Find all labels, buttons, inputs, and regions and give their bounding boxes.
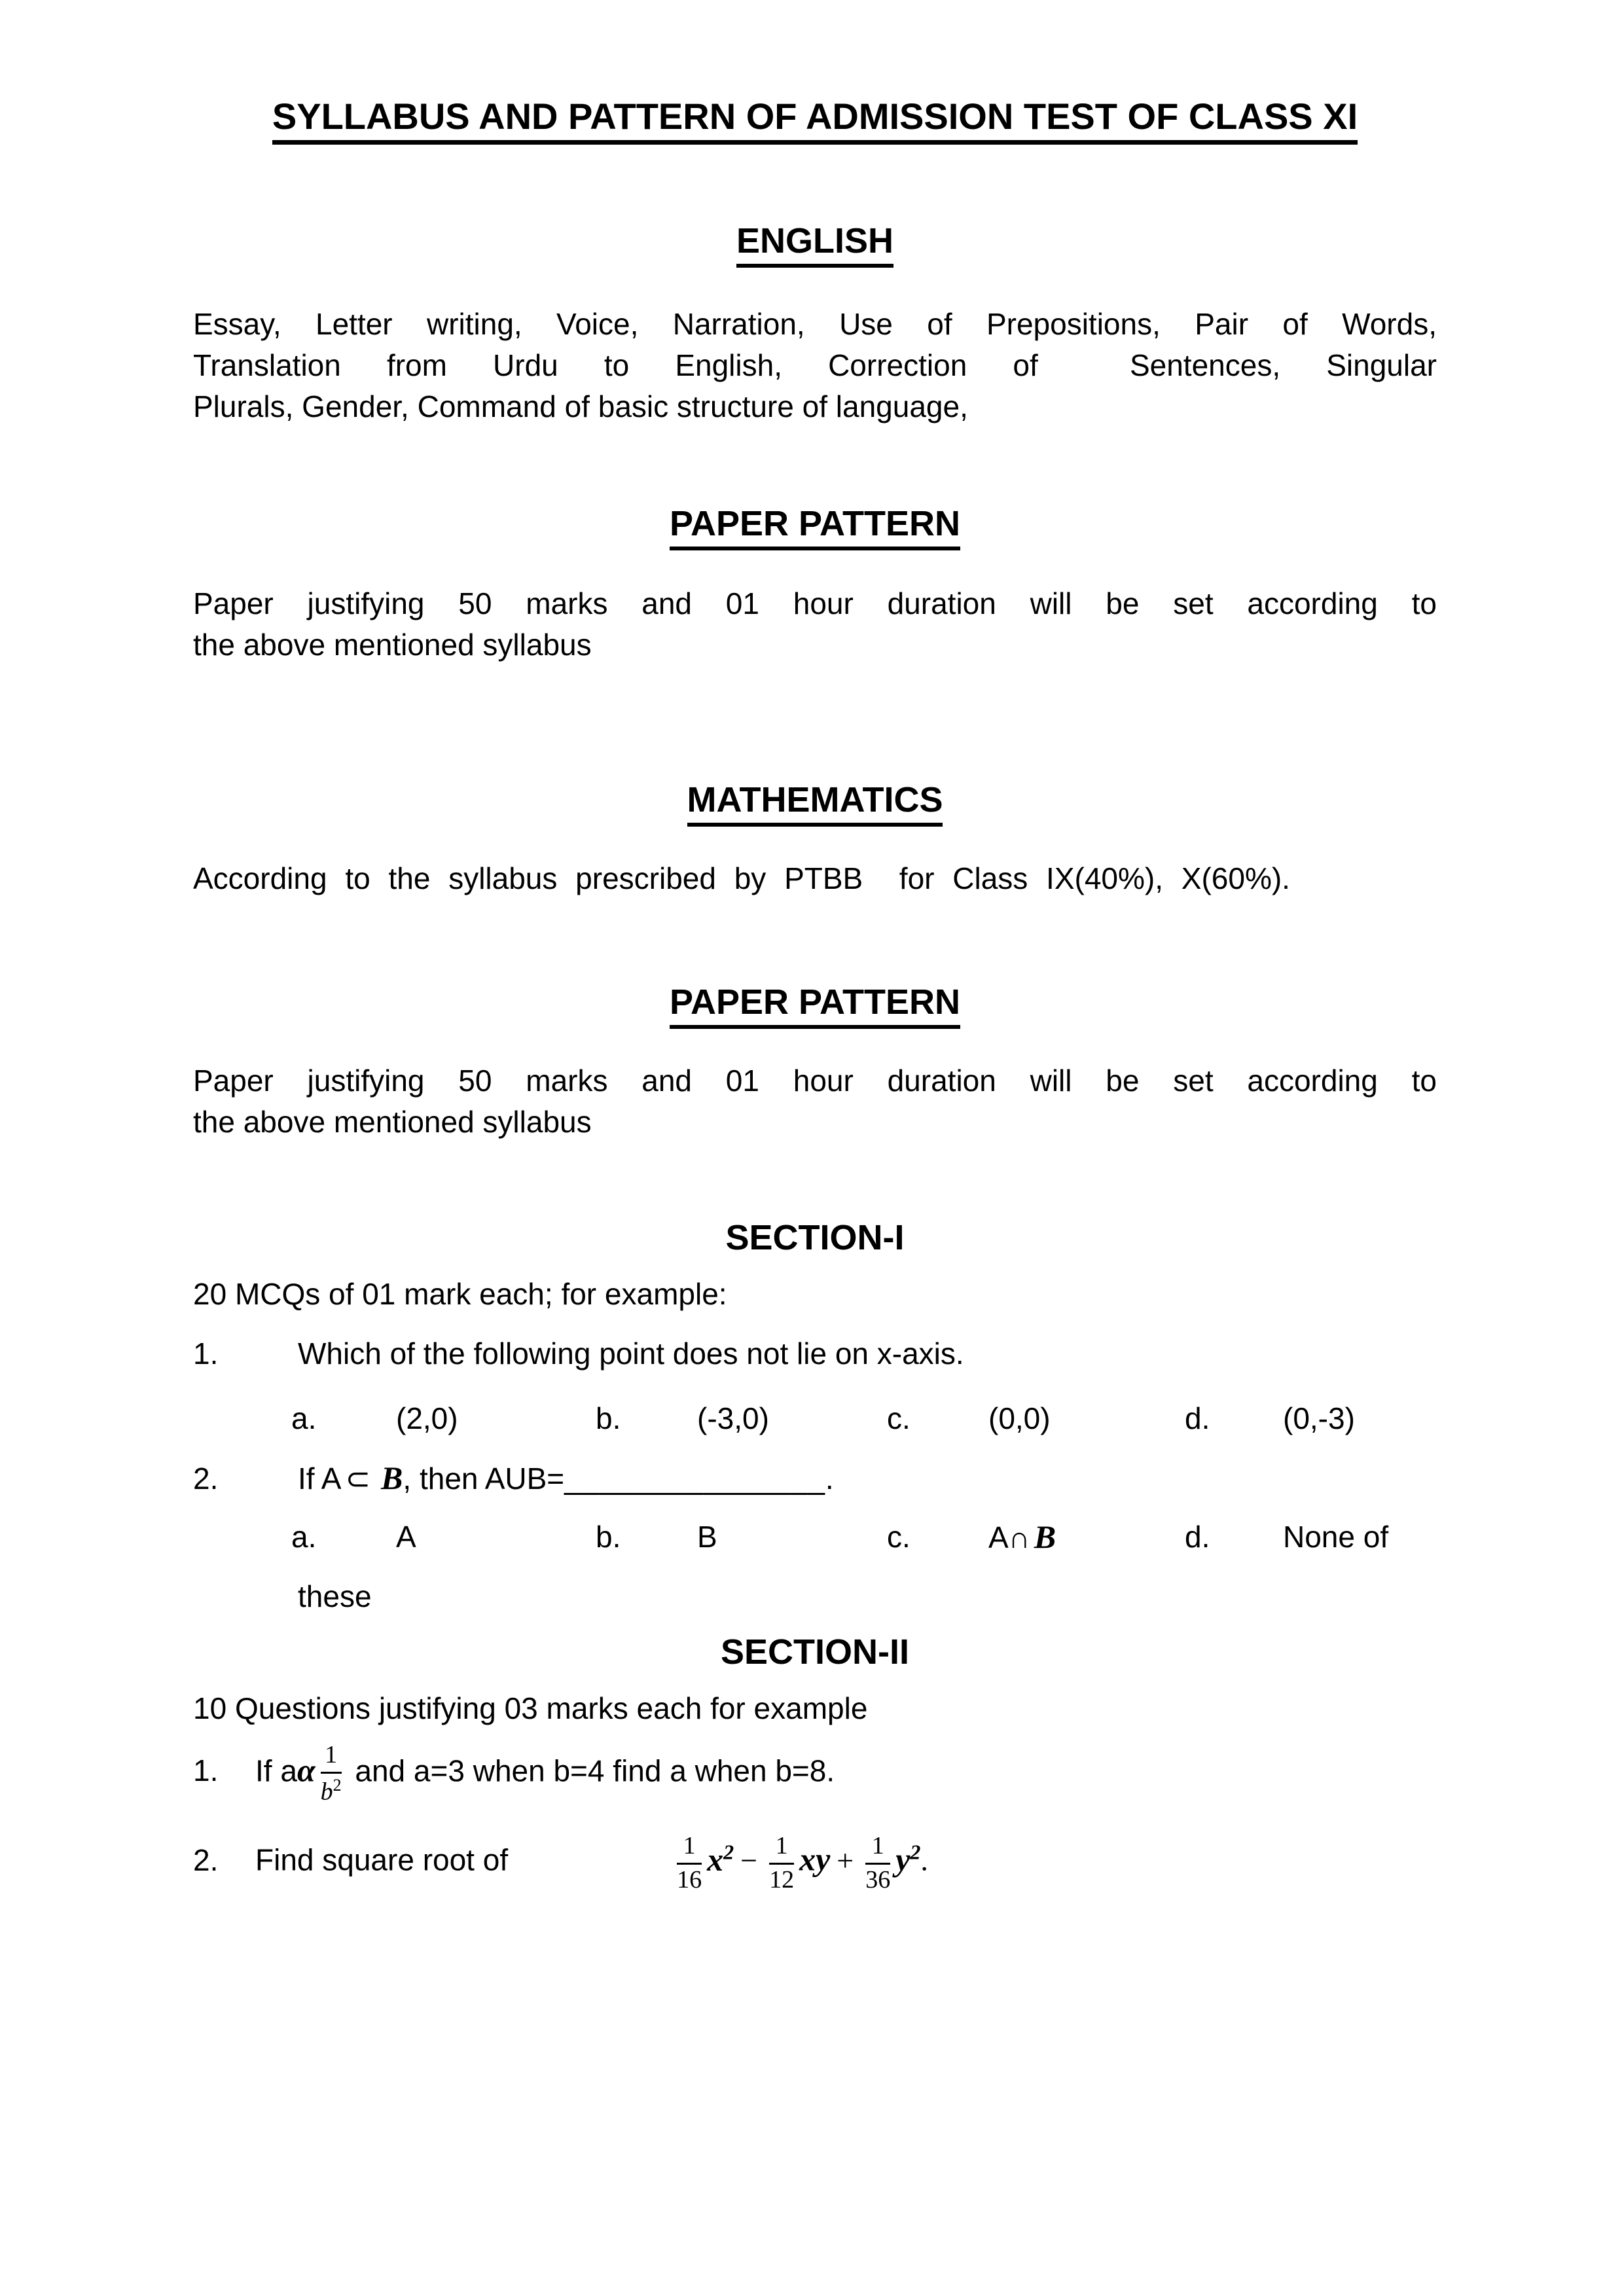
english-paper-pattern-heading-text: PAPER PATTERN (670, 506, 960, 550)
option-value-d: (0,-3) (1283, 1401, 1355, 1435)
denominator-base: b (320, 1778, 333, 1806)
fraction-one-over-12 (769, 1832, 794, 1893)
term-base: y (895, 1841, 911, 1878)
option-value-c: (0,0) (988, 1401, 1051, 1435)
section1-question-1 (193, 1333, 1437, 1374)
english-syllabus-line-1: Essay, Letter writing, Voice, Narration, Use of Prepositions, Pair of Words, (193, 307, 1437, 341)
section1-question-1-options (193, 1398, 1437, 1439)
page-title (193, 98, 1437, 145)
english-heading (193, 223, 1437, 268)
option-letter-d: d. (1185, 1520, 1210, 1554)
mathematics-heading-text: MATHEMATICS (687, 782, 943, 827)
option-value-a: A (396, 1520, 416, 1554)
english-syllabus-line-2: Translation from Urdu to English, Correction of Sentences, Singular (193, 348, 1437, 382)
fraction-numerator: 1 (677, 1832, 702, 1865)
fraction-denominator: 12 (769, 1865, 795, 1893)
section2-heading: SECTION-II (720, 1632, 909, 1672)
intersection-text: A∩ (988, 1520, 1030, 1554)
fraction-denominator (321, 1774, 342, 1806)
fraction-numerator: 1 (865, 1832, 890, 1865)
fraction-denominator: 16 (677, 1865, 702, 1893)
question-number: 2. (193, 1462, 219, 1496)
english-paper-pattern-heading (193, 506, 1437, 550)
fraction-numerator: 1 (769, 1832, 794, 1865)
option-letter-c: c. (887, 1401, 911, 1435)
english-paper-pattern-line-2: the above mentioned syllabus (193, 628, 592, 662)
option-letter-b: b. (596, 1401, 621, 1435)
english-syllabus-paragraph (193, 304, 1437, 427)
set-b-symbol: B (381, 1460, 403, 1496)
fraction-one-over-36 (865, 1832, 890, 1893)
question-text: Which of the following point does not lie on x-axis. (298, 1336, 964, 1371)
mathematics-syllabus-paragraph (193, 858, 1437, 899)
term-base: x (707, 1841, 724, 1878)
english-paper-pattern-line-1: Paper justifying 50 marks and 01 hour duration will be set according to (193, 586, 1437, 620)
question-text-prefix: If A (298, 1462, 342, 1496)
option-value-c (988, 1516, 1056, 1558)
question-text-suffix: , then AUB= (403, 1462, 565, 1496)
option-letter-b: b. (596, 1520, 621, 1554)
term-y-squared (895, 1841, 920, 1878)
section2-question-2 (193, 1831, 1437, 1893)
mathematics-paper-pattern-paragraph (193, 1060, 1437, 1143)
question-text-suffix: and a=3 when b=4 find a when b=8. (346, 1753, 835, 1788)
subset-symbol: ⊂ (345, 1462, 371, 1496)
term-xy: xy (799, 1841, 831, 1878)
term-exponent: 2 (910, 1840, 921, 1864)
question-text: Find square root of (255, 1843, 509, 1878)
option-letter-c: c. (887, 1520, 911, 1554)
plus-operator: + (837, 1844, 854, 1878)
minus-operator: − (740, 1844, 758, 1878)
option-letter-a: a. (291, 1401, 317, 1435)
set-b-symbol: B (1034, 1518, 1056, 1555)
option-value-b: B (697, 1520, 717, 1554)
english-paper-pattern-paragraph (193, 583, 1437, 666)
fraction-numerator: 1 (321, 1741, 342, 1774)
mathematics-paper-pattern-line-1: Paper justifying 50 marks and 01 hour duration will be set according to (193, 1064, 1437, 1098)
term-exponent: 2 (723, 1840, 734, 1864)
section1-question-2-options (193, 1516, 1437, 1558)
mathematics-paper-pattern-heading (193, 984, 1437, 1029)
section1-heading: SECTION-I (725, 1218, 905, 1257)
mathematics-paper-pattern-heading-text: PAPER PATTERN (670, 984, 960, 1029)
fraction-denominator: 36 (865, 1865, 891, 1893)
question-number: 1. (193, 1753, 219, 1788)
section2-question-1 (193, 1741, 1437, 1805)
fraction-one-over-16 (677, 1832, 702, 1893)
alpha-symbol: α (297, 1751, 316, 1789)
question-number: 1. (193, 1336, 219, 1371)
sentence-period: . (920, 1844, 928, 1878)
term-x-squared (707, 1841, 734, 1878)
option-value-b: (-3,0) (697, 1401, 769, 1435)
question-text-prefix: If a (255, 1753, 297, 1788)
question-number: 2. (193, 1843, 219, 1878)
page-title-text: SYLLABUS AND PATTERN OF ADMISSION TEST OF CLASS XI (272, 98, 1358, 145)
english-heading-text: ENGLISH (736, 223, 893, 268)
answer-blank: _______________ (564, 1462, 825, 1496)
section1-intro: 20 MCQs of 01 mark each; for example: (193, 1277, 727, 1311)
option-letter-d: d. (1185, 1401, 1210, 1435)
document-content (193, 0, 1437, 1893)
section1-question-2 (193, 1458, 1437, 1499)
english-syllabus-line-3: Plurals, Gender, Command of basic structure of language, (193, 389, 968, 423)
option-value-a: (2,0) (396, 1401, 458, 1435)
mathematics-syllabus-line: According to the syllabus prescribed by PTBB for Class IX(40%), X(60%). (193, 861, 1290, 895)
section2-intro: 10 Questions justifying 03 marks each for example (193, 1691, 868, 1725)
option-value-d: None of (1283, 1520, 1389, 1554)
denominator-exponent: 2 (333, 1775, 342, 1795)
mathematics-paper-pattern-line-2: the above mentioned syllabus (193, 1105, 592, 1139)
mathematics-heading (193, 782, 1437, 827)
fraction-one-over-b-squared (321, 1741, 342, 1805)
sentence-period: . (825, 1462, 834, 1496)
option-letter-a: a. (291, 1520, 317, 1554)
option-d-wrap-text: these (298, 1579, 372, 1613)
